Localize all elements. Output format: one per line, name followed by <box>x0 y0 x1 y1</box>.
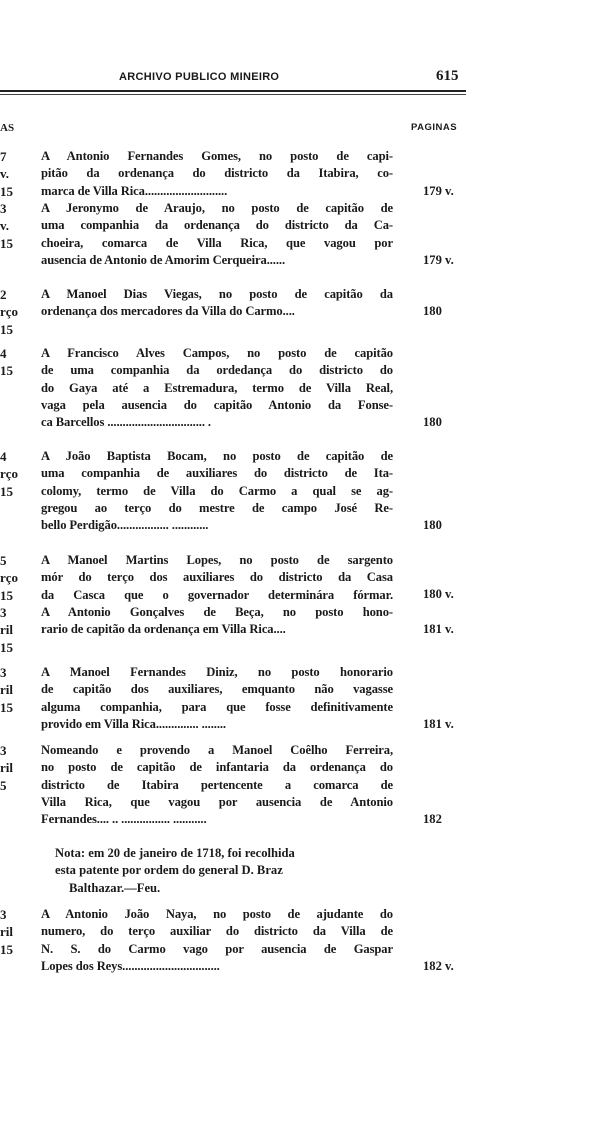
page-number: 615 <box>436 68 459 84</box>
header-rule-thin <box>0 94 466 95</box>
margin-date: 2 rço 15 <box>0 287 19 337</box>
entry-line: uma companhia da ordenança do districto da Ca- <box>41 218 393 233</box>
page-ref: 179 v. <box>423 184 454 198</box>
pages-column-label: PAGINAS <box>411 122 458 133</box>
page-ref: 181 v. <box>423 717 454 731</box>
entry-line: de uma companhia da ordedança do districto do <box>41 363 393 378</box>
page-ref: 182 <box>423 812 442 826</box>
page-ref: 180 <box>423 304 442 318</box>
entry-line: A João Baptista Bocam, no posto de capitão de <box>41 449 393 463</box>
entry-line: no posto de capitão de infantaria da ordenança do <box>41 760 393 775</box>
left-column-label: AS <box>0 122 15 134</box>
entry-line: choeira, comarca de Villa Rica, que vagou por <box>41 235 393 250</box>
entry-line: A Manoel Dias Viegas, no posto de capitão da <box>41 287 393 301</box>
entry-line: Fernandes.... .. ................ ........... <box>41 812 207 827</box>
entry-line: de capitão dos auxiliares, emquanto não vagasse <box>41 682 393 697</box>
margin-date: 3 ril 15 <box>0 605 13 655</box>
entry-line: districto de Itabira pertencente a comarca de <box>41 777 393 792</box>
margin-date: 3 ril 15 <box>0 907 13 957</box>
entry <box>41 906 393 975</box>
entry-line: A Manoel Martins Lopes, no posto de sargento <box>41 553 393 567</box>
margin-date: 3 ril 15 <box>0 665 13 715</box>
header-rule <box>0 90 466 92</box>
entry-line: A Antonio Fernandes Gomes, no posto de capi- <box>41 149 393 163</box>
margin-date: 4 rço 15 <box>0 449 19 499</box>
entry-line: Nomeando e provendo a Manoel Coêlho Ferreira, <box>41 743 393 757</box>
page-ref: 180 v. <box>423 587 454 601</box>
entry-line: provido em Villa Rica.............. ........ <box>41 716 226 731</box>
note <box>55 845 393 897</box>
entry-line: vaga pela ausencia do capitão Antonio da Fonse- <box>41 397 393 412</box>
entry-line: mór do terço dos auxiliares do districto da Casa <box>41 570 393 585</box>
entry-line: Villa Rica, que vagou por ausencia de Antonio <box>41 794 393 809</box>
entry-line: rario de capitão da ordenança em Villa Rica.... <box>41 622 286 637</box>
entry-line: A Manoel Fernandes Diniz, no posto honorario <box>41 665 393 679</box>
running-header <box>0 68 480 98</box>
entry-line: colomy, termo de Villa do Carmo a qual se ag- <box>41 483 393 498</box>
entry-line: alguma companhia, para que fosse definitivamente <box>41 699 393 714</box>
entry-line: A Francisco Alves Campos, no posto de capitão <box>41 346 393 360</box>
entry-line: da Casca que o governador determinára fórmar. <box>41 587 393 602</box>
entry <box>41 286 393 321</box>
entry <box>41 345 393 431</box>
margin-date: 5 rço 15 <box>0 553 19 603</box>
entry <box>41 200 393 269</box>
page-ref: 180 <box>423 518 442 532</box>
entry-line: pitão da ordenança do districto da Itabira, co- <box>41 166 393 181</box>
entry-line: do Gaya até a Estremadura, termo de Villa Real, <box>41 380 393 395</box>
entry <box>41 742 393 828</box>
page-ref: 181 v. <box>423 622 454 636</box>
page-ref: 180 <box>423 415 442 429</box>
entry <box>41 552 393 604</box>
header-title: ARCHIVO PUBLICO MINEIRO <box>119 71 280 83</box>
entry-line: gregou ao terço do mestre de campo José Re- <box>41 500 393 515</box>
page-ref: 182 v. <box>423 959 454 973</box>
entry-line: uma companhia de auxiliares do districto de Ita- <box>41 466 393 481</box>
note-line: esta patente por ordem do general D. Braz <box>55 863 283 878</box>
entry <box>41 448 393 534</box>
entry-line: bello Perdigão................. ............ <box>41 518 209 533</box>
entry-line: numero, do terço auxiliar do districto da Villa de <box>41 924 393 939</box>
entry-line: ordenança dos mercadores da Villa do Carmo.... <box>41 304 295 319</box>
margin-date: 7 v. 15 <box>0 149 13 199</box>
page-ref: 179 v. <box>423 253 454 267</box>
margin-date: 4 15 <box>0 346 13 379</box>
entry-line: ca Barcellos ................................ . <box>41 415 211 430</box>
entry-line: Lopes dos Reys................................ <box>41 958 220 973</box>
margin-date: 3 v. 15 <box>0 201 13 251</box>
entry <box>41 604 393 639</box>
entry <box>41 148 393 200</box>
entry <box>41 664 393 733</box>
entry-line: N. S. do Carmo vago por ausencia de Gaspar <box>41 941 393 956</box>
entry-line: A Antonio Gonçalves de Beça, no posto hono- <box>41 605 393 619</box>
entry-line: A Jeronymo de Araujo, no posto de capitão de <box>41 201 393 215</box>
entry-line: marca de Villa Rica........................... <box>41 183 228 198</box>
note-line: Balthazar.—Feu. <box>69 880 161 895</box>
entry-line: A Antonio João Naya, no posto de ajudante do <box>41 907 393 921</box>
margin-date: 3 ril 5 <box>0 743 13 793</box>
note-line: Nota: em 20 de janeiro de 1718, foi recolhida <box>55 846 295 860</box>
entry-line: ausencia de Antonio de Amorim Cerqueira...... <box>41 252 285 267</box>
